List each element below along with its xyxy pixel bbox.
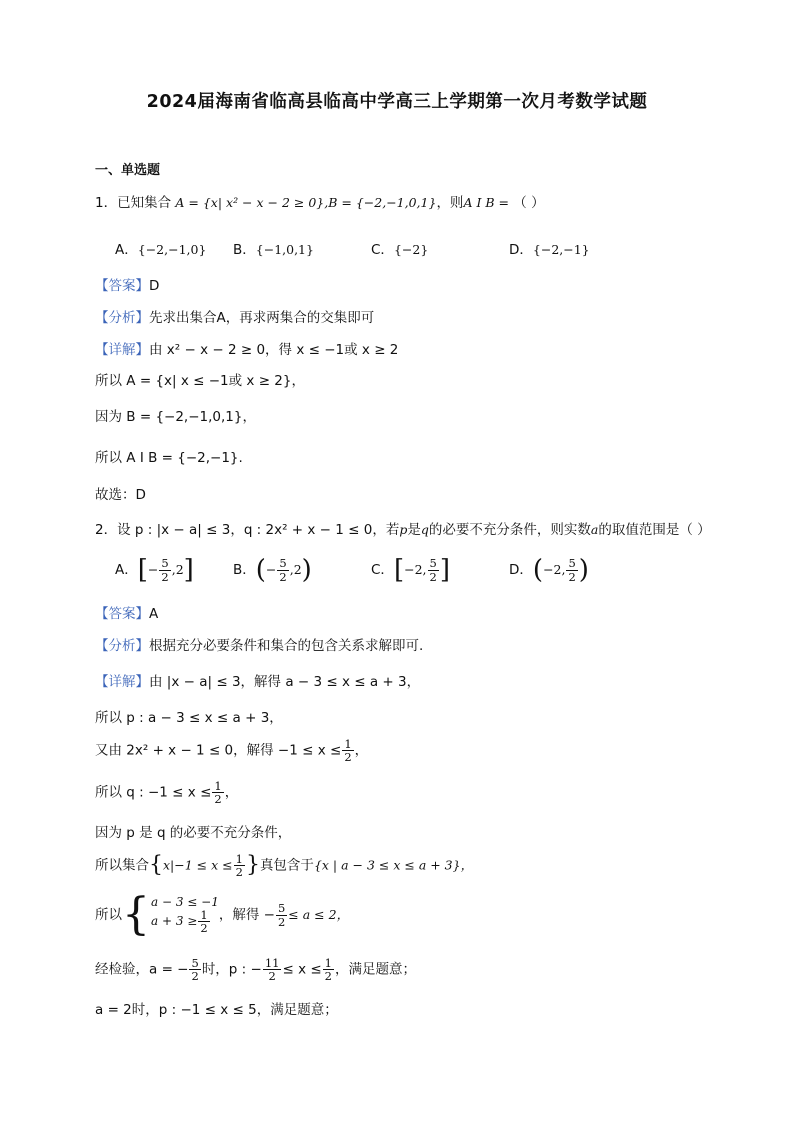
answer-line (95, 278, 159, 294)
inequality-system: a − 3 ≤ −1 a + 3 ≥ $\frac{1}{2}$ (151, 894, 219, 936)
detail-line: 因为 B = {−2,−1,0,1}， (95, 409, 256, 425)
answer-paren: （ ） (513, 195, 545, 211)
option-b: B．{−1,0,1} (233, 242, 314, 258)
question-1-stem (95, 195, 545, 211)
analysis-tag: 【分析】 (95, 310, 149, 326)
question-2-stem: 2．设 p : |x − a| ≤ 3，q : 2x² + x − 1 ≤ 0，若p是q的必要不充分条件，则实数a的取值范围是（ ） (95, 522, 711, 538)
detail-tag: 【详解】 (95, 674, 149, 690)
analysis-line (95, 638, 423, 654)
answer-tag: 【答案】 (95, 278, 149, 294)
detail-line: 所以{ a − 3 ≤ −1 a + 3 ≥ $\frac{1}{2}$ ，解得 − $\frac{5}{2}$ ≤ a ≤ 2， (95, 889, 350, 940)
section-heading: 一、单选题 (95, 163, 161, 178)
answer-line (95, 606, 158, 622)
question-text: ，则 (436, 195, 464, 211)
question-number: 2． (95, 522, 118, 538)
answer-value: A (149, 606, 159, 622)
set-a: A = {x| x² − x − 2 ≥ 0}, (175, 195, 329, 210)
fraction: $\frac{5}{2}$ (429, 556, 437, 584)
analysis-tag: 【分析】 (95, 638, 149, 654)
fraction: $\frac{1}{2}$ (344, 737, 352, 765)
detail-line: 因为 p 是 q 的必要不充分条件， (95, 825, 292, 841)
detail-line: 所以 A = {x| x ≤ −1或 x ≥ 2}， (95, 373, 305, 389)
option-c: C．[−2, $\frac{5}{2}$ ] (371, 555, 450, 585)
fraction: $\frac{1}{2}$ (235, 852, 243, 880)
fraction: $\frac{1}{2}$ (214, 779, 222, 807)
answer-value: D (149, 278, 160, 294)
option-d: D．(−2, $\frac{5}{2}$ ) (509, 555, 589, 585)
set-b: B = {−2,−1,0,1} (328, 195, 437, 210)
detail-line: a = 2时，p : −1 ≤ x ≤ 5，满足题意； (95, 1002, 338, 1018)
detail-line: 所以 q : −1 ≤ x ≤ $\frac{1}{2}$ ， (95, 779, 239, 807)
fraction: $\frac{5}{2}$ (279, 556, 287, 584)
detail-tag: 【详解】 (95, 342, 149, 358)
option-b: B．(− $\frac{5}{2}$ ,2) (233, 555, 312, 585)
fraction: $\frac{5}{2}$ (191, 956, 199, 984)
analysis-text: 先求出集合A，再求两集合的交集即可 (149, 310, 375, 326)
option-a: A．[− $\frac{5}{2}$ ,2] (115, 555, 194, 585)
fraction: $\frac{5}{2}$ (277, 901, 286, 929)
analysis-line (95, 310, 374, 326)
intersection-expr: A I B = (463, 195, 509, 210)
question-number: 1． (95, 195, 118, 211)
detail-line: 【详解】由 |x − a| ≤ 3，解得 a − 3 ≤ x ≤ a + 3， (95, 674, 421, 690)
fraction: $\frac{1}{2}$ (324, 956, 332, 984)
detail-line: 经检验，a = − $\frac{5}{2}$ 时，p : − $\frac{11}{2}$ ≤ x ≤ $\frac{1}{2}$ ，满足题意； (95, 956, 416, 984)
option-c: C．{−2} (371, 242, 429, 258)
option-a: A．{−2,−1,0} (115, 242, 207, 258)
detail-line: 所以集合{x|−1 ≤ x ≤ $\frac{1}{2}$ }真包含于{x | a − 3 ≤ x ≤ a + 3}， (95, 852, 474, 880)
detail-line: 又由 2x² + x − 1 ≤ 0，解得 −1 ≤ x ≤ $\frac{1}{2}$ ， (95, 737, 369, 765)
detail-line: 故选：D (95, 487, 146, 503)
fraction: $\frac{1}{2}$ (200, 908, 208, 936)
fraction: $\frac{5}{2}$ (568, 556, 576, 584)
option-d: D．{−2,−1} (509, 242, 590, 258)
detail-text: 由 x² − x − 2 ≥ 0，得 x ≤ −1或 x ≥ 2 (149, 342, 399, 358)
page-title: 2024届海南省临高县临高中学高三上学期第一次月考数学试题 (146, 92, 648, 112)
system-brace: { (122, 889, 150, 940)
detail-line: 所以 p : a − 3 ≤ x ≤ a + 3， (95, 710, 283, 726)
fraction: $\frac{5}{2}$ (161, 556, 169, 584)
answer-tag: 【答案】 (95, 606, 149, 622)
detail-line (95, 342, 398, 358)
fraction: $\frac{11}{2}$ (264, 956, 280, 984)
question-text: 已知集合 (117, 195, 172, 211)
analysis-text: 根据充分必要条件和集合的包含关系求解即可. (149, 638, 424, 654)
detail-line: 所以 A I B = {−2,−1}. (95, 450, 243, 466)
